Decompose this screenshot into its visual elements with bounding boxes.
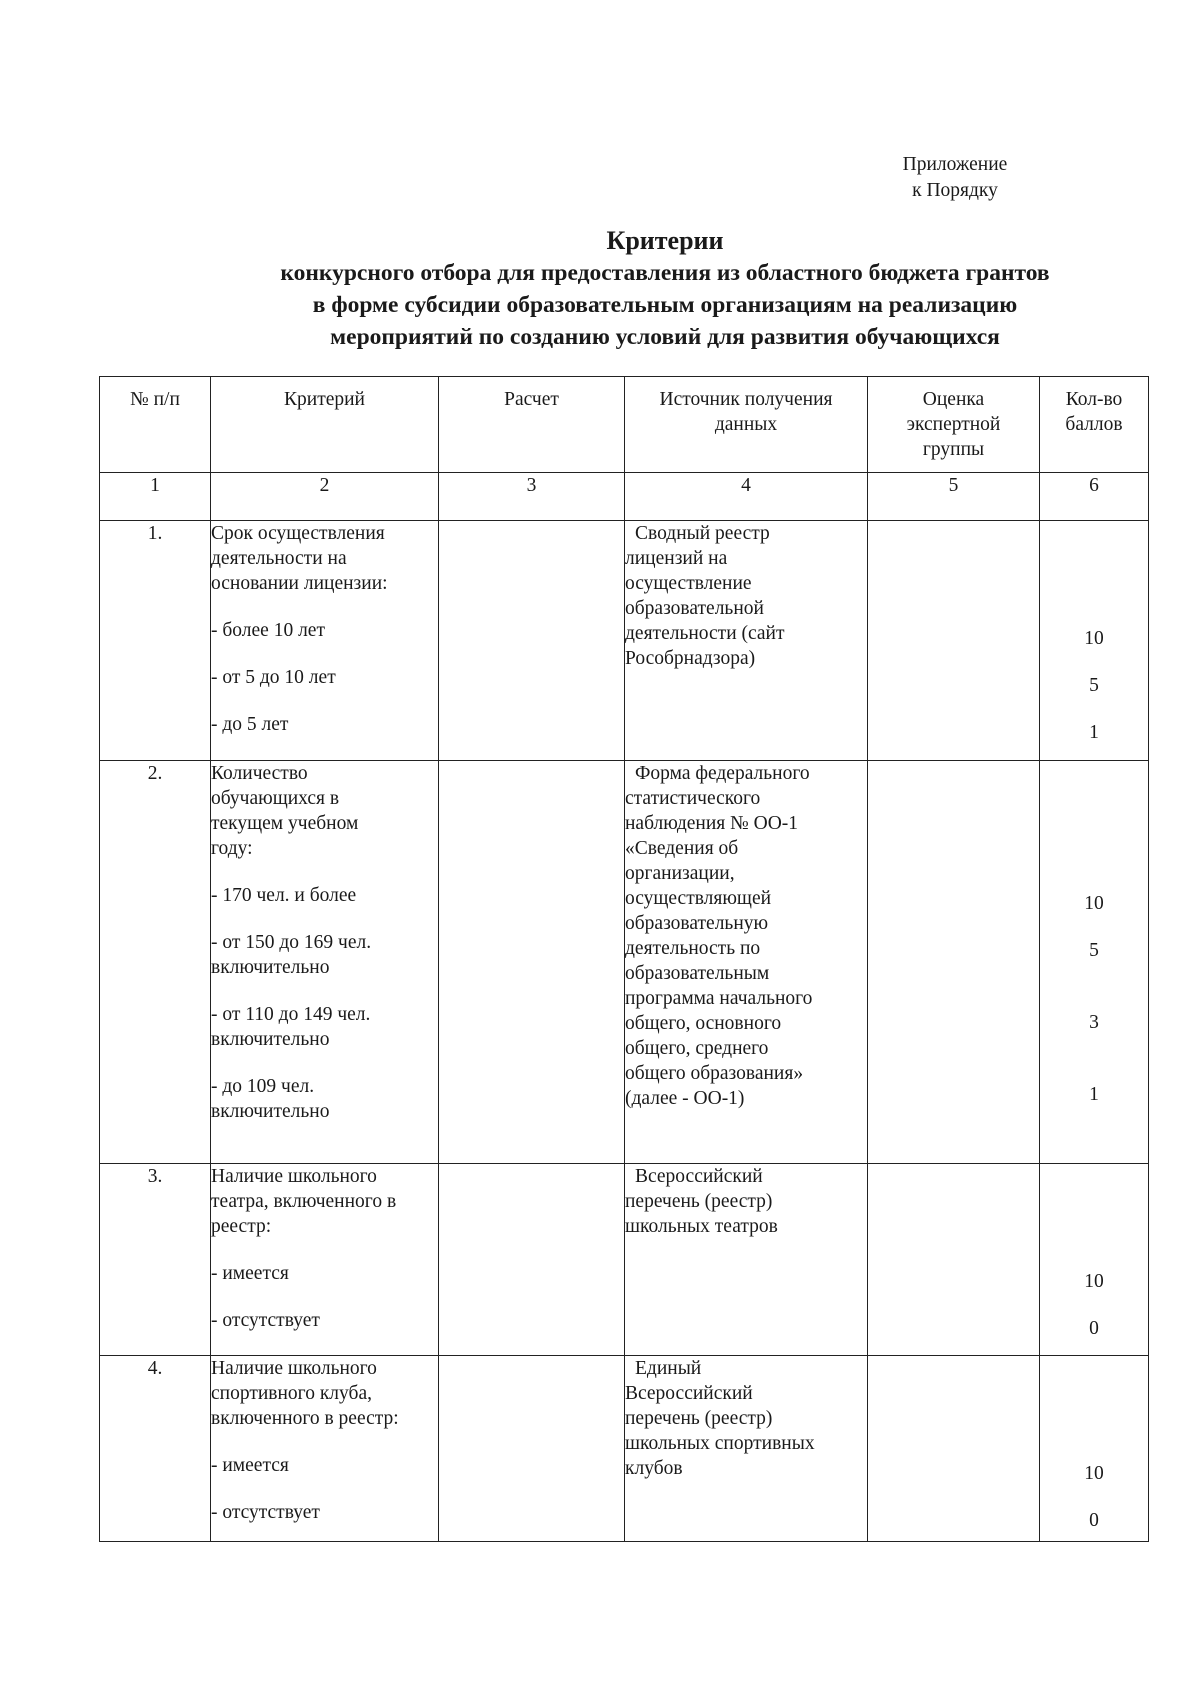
option-label: - до 109 чел. xyxy=(211,1076,315,1097)
source-line: перечень (реестр) xyxy=(625,1408,773,1429)
source-line: деятельности (сайт xyxy=(625,623,785,644)
calculation-cell xyxy=(439,521,625,761)
criterion-title-line: обучающихся в xyxy=(211,788,340,809)
source-line: Сводный реестр xyxy=(635,523,770,544)
option-points: 1 xyxy=(1089,722,1099,743)
option-label: - 170 чел. и более xyxy=(211,885,357,906)
option-label: - от 5 до 10 лет xyxy=(211,667,336,688)
points-spacer xyxy=(1040,579,1148,604)
source-line: образовательной xyxy=(625,598,764,619)
option-points: 0 xyxy=(1089,1318,1099,1339)
source-line: (далее - ОО-1) xyxy=(625,1088,745,1109)
criteria-row xyxy=(100,521,1149,761)
points-spacer xyxy=(1040,1364,1148,1389)
column-number: 1 xyxy=(100,473,211,521)
source-line: клубов xyxy=(625,1458,683,1479)
column-number: 5 xyxy=(868,473,1040,521)
points-cell xyxy=(1040,761,1149,1164)
criterion-cell xyxy=(211,1356,439,1542)
row-number: 3. xyxy=(100,1164,211,1356)
calculation-cell xyxy=(439,1356,625,1542)
title-line-2: в форме субсидии образовательным организациям на реализацию xyxy=(312,292,1018,318)
option-points: 5 xyxy=(1089,675,1099,696)
source-line: общего, основного xyxy=(625,1013,782,1034)
source-line: перечень (реестр) xyxy=(625,1191,773,1212)
criteria-row xyxy=(100,1164,1149,1356)
option-points: 5 xyxy=(1089,940,1099,961)
header-criterion: Критерий xyxy=(211,377,439,473)
source-line: образовательную xyxy=(625,913,769,934)
points-cell xyxy=(1040,521,1149,761)
criterion-title-line: деятельности на xyxy=(211,548,347,569)
option-label: - от 110 до 149 чел. xyxy=(211,1004,371,1025)
criteria-row xyxy=(100,1356,1149,1542)
appendix-note xyxy=(880,152,1030,204)
source-line: школьных спортивных xyxy=(625,1433,815,1454)
source-line: Всероссийский xyxy=(625,1383,753,1404)
title-main: Критерии xyxy=(606,226,724,255)
points-spacer xyxy=(1040,1389,1148,1414)
source-cell xyxy=(625,521,868,761)
source-line: общего образования» xyxy=(625,1063,804,1084)
header-points: Кол-во баллов xyxy=(1040,377,1149,473)
points-spacer xyxy=(1040,769,1148,794)
title-line-3: мероприятий по созданию условий для развития обучающихся xyxy=(330,324,1000,350)
points-spacer xyxy=(1040,1035,1148,1060)
points-spacer xyxy=(1040,819,1148,844)
header-calculation: Расчет xyxy=(439,377,625,473)
source-line: Форма федерального xyxy=(635,763,810,784)
points-spacer xyxy=(1040,794,1148,819)
option-points: 0 xyxy=(1089,1510,1099,1531)
option-label: - до 5 лет xyxy=(211,714,289,735)
option-label: - имеется xyxy=(211,1455,289,1476)
criterion-title-line: Срок осуществления xyxy=(211,523,385,544)
source-line: наблюдения № ОО-1 xyxy=(625,813,799,834)
expert-assessment-cell xyxy=(868,1356,1040,1542)
header-expert-assessment: Оценка экспертной группы xyxy=(868,377,1040,473)
points-cell xyxy=(1040,1356,1149,1542)
criterion-title-line: году: xyxy=(211,838,253,859)
criteria-body xyxy=(100,521,1149,1542)
option-points: 3 xyxy=(1089,1012,1099,1033)
source-line: образовательным xyxy=(625,963,770,984)
option-label: - более 10 лет xyxy=(211,620,325,641)
calculation-cell xyxy=(439,761,625,1164)
title-line-1: конкурсного отбора для предоставления из областного бюджета грантов xyxy=(280,260,1050,286)
header-row xyxy=(100,377,1149,473)
appendix-line-2: к Порядку xyxy=(912,180,998,201)
criterion-title-line: включенного в реестр: xyxy=(211,1408,399,1429)
source-line: деятельность по xyxy=(625,938,761,959)
row-number: 1. xyxy=(100,521,211,761)
source-line: лицензий на xyxy=(625,548,728,569)
option-label: - отсутствует xyxy=(211,1502,320,1523)
points-spacer xyxy=(1040,963,1148,988)
source-line: школьных театров xyxy=(625,1216,778,1237)
criterion-title-line: реестр: xyxy=(211,1216,272,1237)
column-number: 6 xyxy=(1040,473,1149,521)
column-number: 2 xyxy=(211,473,439,521)
calculation-cell xyxy=(439,1164,625,1356)
option-label: включительно xyxy=(211,1029,330,1050)
criterion-title-line: спортивного клуба, xyxy=(211,1383,372,1404)
source-line: осуществляющей xyxy=(625,888,772,909)
points-spacer xyxy=(1040,1414,1148,1439)
option-label: включительно xyxy=(211,957,330,978)
source-line: Рособрнадзора) xyxy=(625,648,756,669)
header-source: Источник получения данных xyxy=(625,377,868,473)
option-points: 10 xyxy=(1084,1463,1104,1484)
appendix-line-1: Приложение xyxy=(902,154,1008,175)
points-spacer xyxy=(1040,529,1148,554)
criterion-title-line: текущем учебном xyxy=(211,813,359,834)
option-label: включительно xyxy=(211,1101,330,1122)
points-cell xyxy=(1040,1164,1149,1356)
expert-assessment-cell xyxy=(868,1164,1040,1356)
source-line: программа начального xyxy=(625,988,813,1009)
expert-assessment-cell xyxy=(868,761,1040,1164)
option-label: - имеется xyxy=(211,1263,289,1284)
criterion-cell xyxy=(211,521,439,761)
header-num: № п/п xyxy=(100,377,211,473)
option-points: 10 xyxy=(1084,893,1104,914)
column-number: 3 xyxy=(439,473,625,521)
option-points: 1 xyxy=(1089,1084,1099,1105)
source-cell xyxy=(625,1164,868,1356)
expert-assessment-cell xyxy=(868,521,1040,761)
source-line: «Сведения об xyxy=(625,838,739,859)
points-spacer xyxy=(1040,1107,1148,1132)
source-cell xyxy=(625,761,868,1164)
source-line: осуществление xyxy=(625,573,752,594)
row-number: 4. xyxy=(100,1356,211,1542)
criterion-cell xyxy=(211,1164,439,1356)
source-line: общего, среднего xyxy=(625,1038,769,1059)
criterion-cell xyxy=(211,761,439,1164)
source-line: статистического xyxy=(625,788,761,809)
points-spacer xyxy=(1040,1172,1148,1197)
option-points: 10 xyxy=(1084,628,1104,649)
points-spacer xyxy=(1040,1222,1148,1247)
points-spacer xyxy=(1040,844,1148,869)
source-line: организации, xyxy=(625,863,735,884)
source-cell xyxy=(625,1356,868,1542)
criterion-title-line: Наличие школьного xyxy=(211,1166,377,1187)
criteria-row xyxy=(100,761,1149,1164)
document-title xyxy=(190,225,1140,353)
criterion-title-line: основании лицензии: xyxy=(211,573,388,594)
points-spacer xyxy=(1040,1197,1148,1222)
source-line: Всероссийский xyxy=(635,1166,763,1187)
option-points: 10 xyxy=(1084,1271,1104,1292)
column-number: 4 xyxy=(625,473,868,521)
points-spacer xyxy=(1040,554,1148,579)
criterion-title-line: театра, включенного в xyxy=(211,1191,397,1212)
option-label: - от 150 до 169 чел. xyxy=(211,932,372,953)
column-number-row xyxy=(100,473,1149,521)
option-label: - отсутствует xyxy=(211,1310,320,1331)
criterion-title-line: Количество xyxy=(211,763,308,784)
source-line: Единый xyxy=(635,1358,702,1379)
row-number: 2. xyxy=(100,761,211,1164)
criterion-title-line: Наличие школьного xyxy=(211,1358,377,1379)
criteria-table xyxy=(99,376,1149,1542)
